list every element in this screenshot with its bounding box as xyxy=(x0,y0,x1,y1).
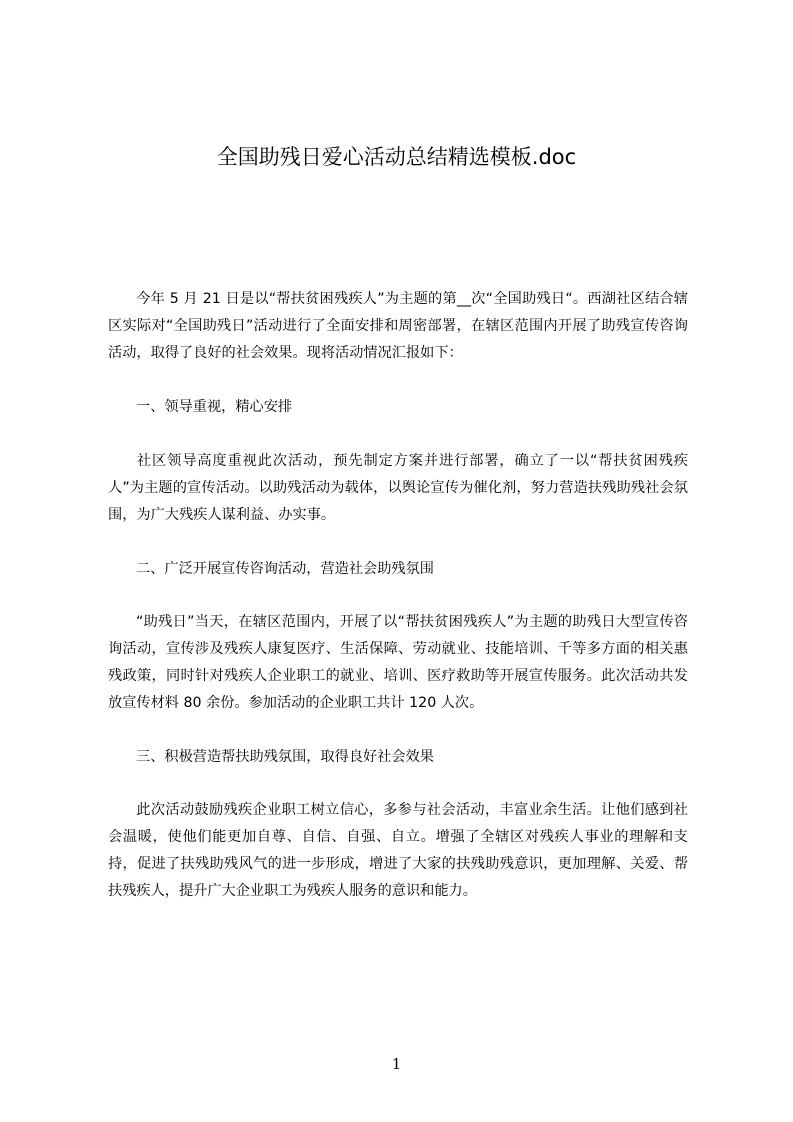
page-number: 1 xyxy=(391,1055,402,1073)
section-heading-2: 二、广泛开展宣传咨询活动，营造社会助残氛围 xyxy=(136,561,434,577)
intro-paragraph xyxy=(108,286,688,367)
section-3-paragraph xyxy=(108,797,688,905)
section-heading-1: 一、领导重视，精心安排 xyxy=(136,399,293,415)
intro-paragraph-text: 今年 5 月 21 日是以“帮扶贫困残疾人”为主题的第__次“全国助残日“。西湖社区结合辖区实际对“全国助残日”活动进行了全面安排和周密部署，在辖区范围内开展了助残宣传咨询活动，取得了良好的社会效果。现将活动情况汇报如下： xyxy=(108,291,688,361)
section-1-paragraph xyxy=(108,448,688,529)
section-3-paragraph-text: 此次活动鼓励残疾企业职工树立信心，多参与社会活动，丰富业余生活。让他们感到社会温暖，使他们能更加自尊、自信、自强、自立。增强了全辖区对残疾人事业的理解和支持，促进了扶残助残风气的进一步形成，增进了大家的扶残助残意识，更加理解、关爱、帮扶残疾人，提升广大企业职工为残疾人服务的意识和能力。 xyxy=(108,802,688,899)
document-title: 全国助残日爱心活动总结精选模板.doc xyxy=(216,145,577,169)
section-2-paragraph xyxy=(108,609,688,717)
section-heading-3: 三、积极营造帮扶助残氛围，取得良好社会效果 xyxy=(136,749,434,765)
section-2-paragraph-text: “助残日”当天，在辖区范围内，开展了以“帮扶贫困残疾人”为主题的助残日大型宣传咨询活动，宣传涉及残疾人康复医疗、生活保障、劳动就业、技能培训、千等多方面的相关惠残政策，同时针对残疾人企业职工的就业、培训、医疗救助等开展宣传服务。此次活动共发放宣传材料 80 余份。参加活动的企业职工共计 120 人次。 xyxy=(108,614,688,711)
section-1-paragraph-text: 社区领导高度重视此次活动，预先制定方案并进行部署，确立了一以“帮扶贫困残疾人”为主题的宣传活动。以助残活动为载体，以舆论宣传为催化剂，努力营造扶残助残社会氛围，为广大残疾人谋利益、办实事。 xyxy=(108,453,688,523)
